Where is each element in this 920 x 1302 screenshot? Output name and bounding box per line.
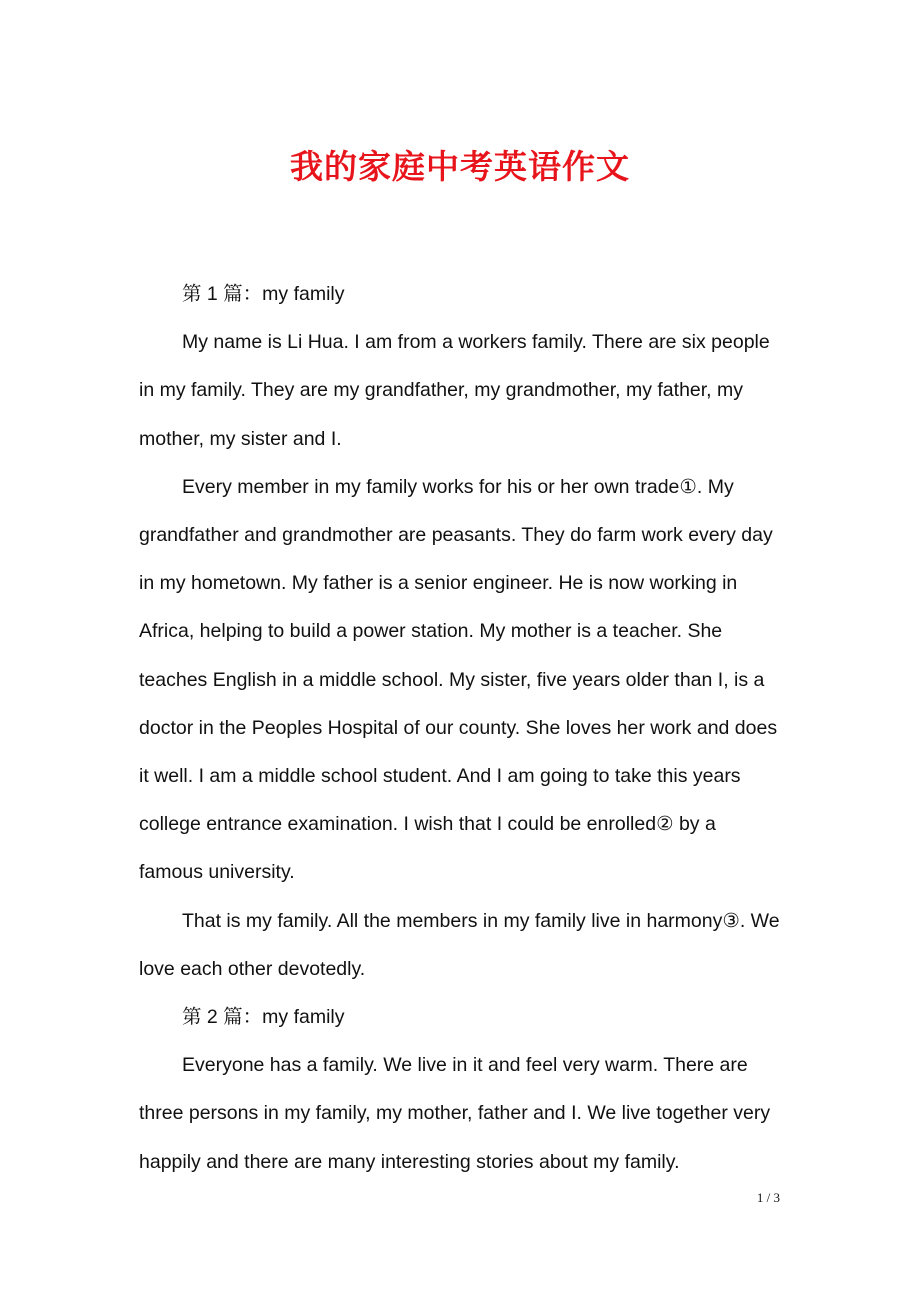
paragraph: That is my family. All the members in my family live in harmony③. We love each other devotedly. <box>139 909 780 980</box>
page-number: 1 / 3 <box>756 1190 780 1205</box>
section-heading-1: 第 1 篇：my family <box>182 283 345 305</box>
paragraph: My name is Li Hua. I am from a workers family. There are six people in my family. They are my grandfather, my grandmother, my father, my mother, my sister and I. <box>139 331 770 450</box>
paragraph: Everyone has a family. We live in it and feel very warm. There are three persons in my family, my mother, father and I. We live together very happily and there are many interesting stories about my family. <box>139 1054 771 1173</box>
document-body <box>139 270 784 1186</box>
section-heading-2: 第 2 篇：my family <box>182 1006 345 1029</box>
document-title: 我的家庭中考英语作文 <box>290 147 630 186</box>
paragraph: Every member in my family works for his or her own trade①. My grandfather and grandmother are peasants. They do farm work every day in my hometown. My father is a senior engineer. He is now working in Africa, helping to build a power station. My mother is a teacher. She teaches English in a middle school. My sister, five years older than I, is a doctor in the Peoples Hospital of our county. She loves her work and does it well. I am a middle school student. And I am going to take this years college entrance examination. I wish that I could be enrolled② by a famous university. <box>139 475 778 884</box>
